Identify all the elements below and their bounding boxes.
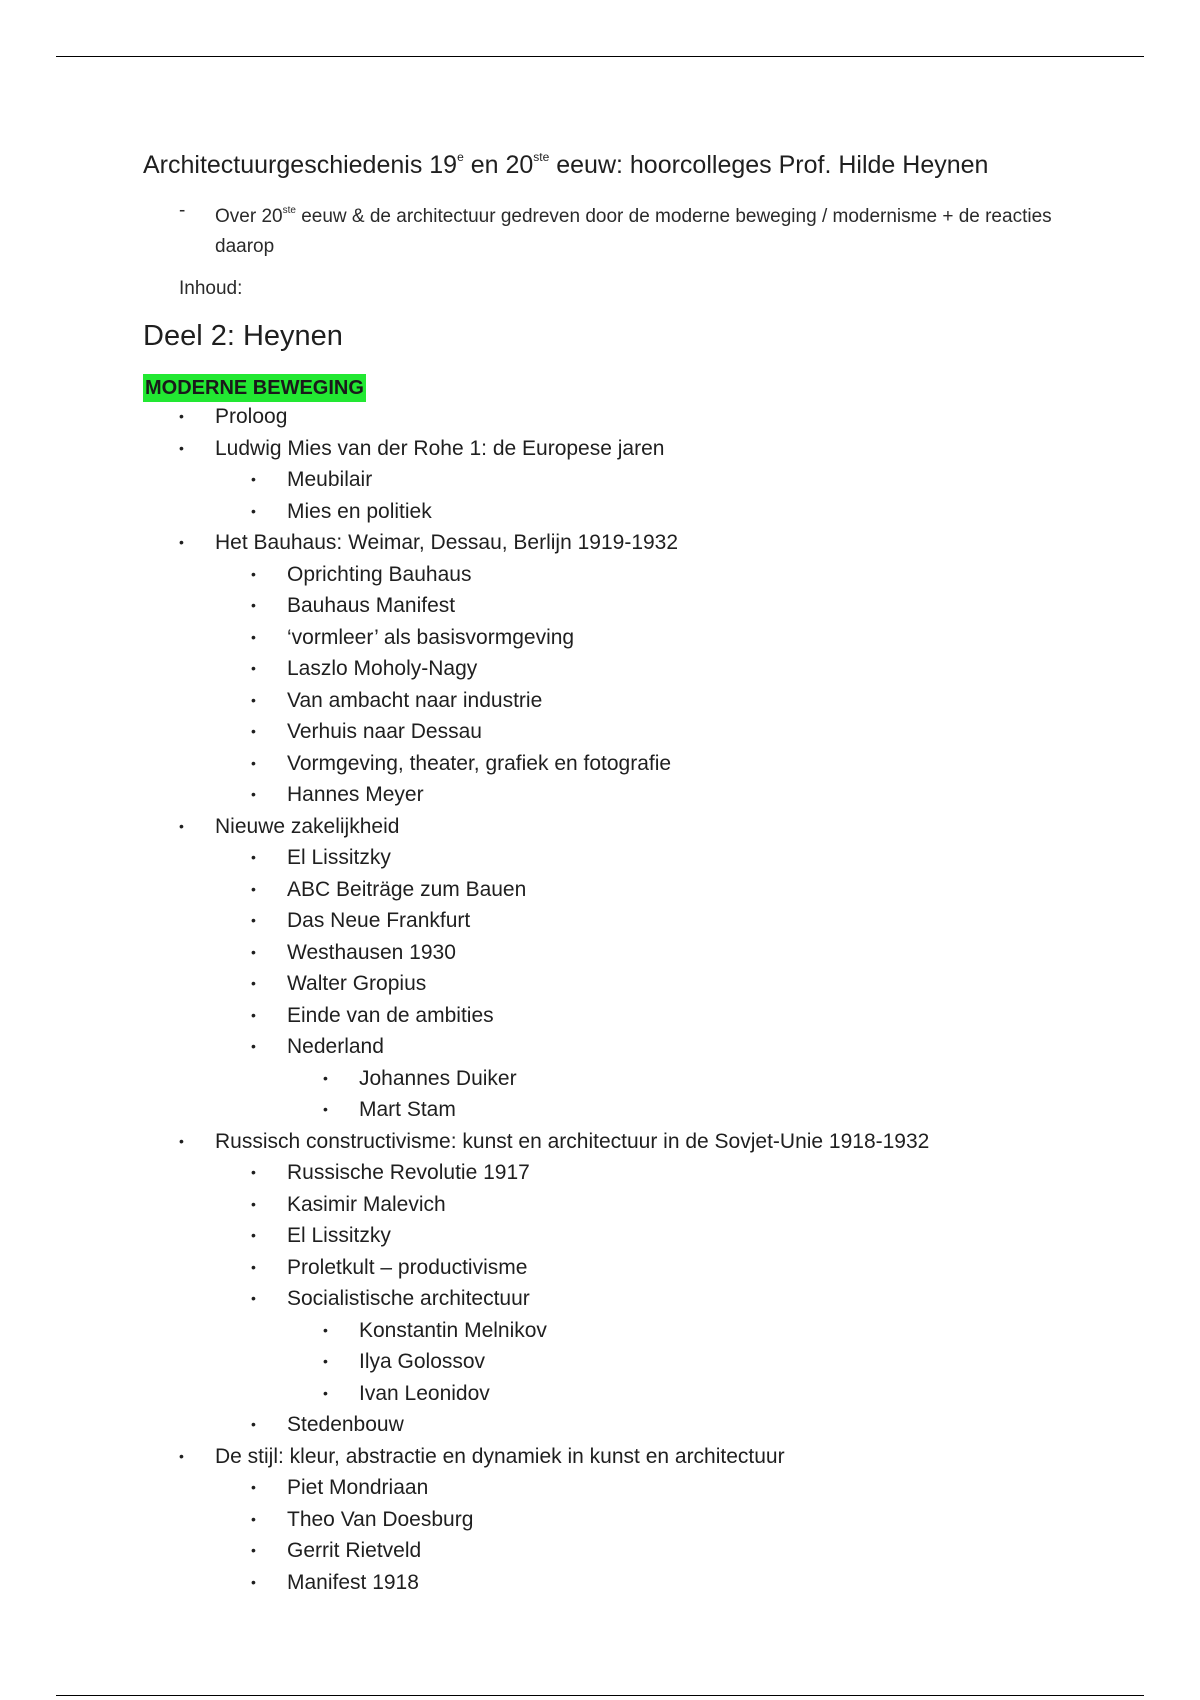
outline-item-label: Oprichting Bauhaus (287, 562, 472, 586)
outline-item-level-1 (143, 1127, 1083, 1442)
bullet-icon: • (251, 723, 256, 739)
document-body (143, 140, 1083, 1599)
bullet-icon: • (251, 943, 256, 960)
outline-item-level-2 (143, 686, 1083, 718)
outline-item-label: Proletkult – productivisme (287, 1255, 528, 1279)
outline-item-label: Gerrit Rietveld (287, 1539, 422, 1562)
outline-item-level-2 (143, 1505, 1083, 1537)
outline-item-level-2 (143, 560, 1083, 592)
outline-item-level-2 (143, 938, 1083, 970)
outline-item-label: El Lissitzky (287, 846, 391, 869)
outline-item-level-2 (143, 465, 1083, 497)
outline-item-label: Westhausen 1930 (287, 940, 456, 964)
outline-item-label: Nederland (287, 1035, 384, 1058)
bullet-icon: • (179, 1447, 184, 1464)
bottom-rule (56, 1695, 1144, 1696)
outline-item-level-2 (143, 1001, 1083, 1033)
bullet-icon: • (323, 1321, 328, 1338)
document-title: Architectuurgeschiedenis 19e en 20ste eeuw: hoorcolleges Prof. Hilde Heynen (143, 150, 989, 179)
outline-item-label: Stedenbouw (287, 1413, 404, 1436)
outline-item-label: Theo Van Doesburg (287, 1507, 474, 1531)
intro-note (179, 196, 1083, 262)
bullet-icon: • (251, 1542, 256, 1558)
bullet-icon: • (251, 1006, 256, 1023)
bullet-icon: • (251, 691, 256, 708)
bullet-icon: • (251, 1510, 256, 1527)
outline-item-label: Mart Stam (359, 1098, 456, 1121)
outline-item-level-3 (143, 1095, 1083, 1127)
top-rule (56, 56, 1144, 57)
outline-item-level-2 (143, 654, 1083, 686)
note-dash: - (179, 200, 186, 221)
sub-outline (143, 1064, 1083, 1127)
outline-item-level-2 (143, 906, 1083, 938)
outline-item-label: Socialistische architectuur (287, 1287, 530, 1310)
sub-outline (143, 1158, 1083, 1442)
outline-item-label: De stijl: kleur, abstractie en dynamiek in kunst en architectuur (215, 1444, 785, 1468)
outline-item-label: Johannes Duiker (359, 1066, 517, 1090)
bullet-icon: • (251, 1479, 256, 1495)
outline-item-label: Russische Revolutie 1917 (287, 1161, 530, 1184)
outline-item-label: Kasimir Malevich (287, 1192, 446, 1216)
bullet-icon: • (179, 1132, 184, 1149)
bullet-icon: • (251, 912, 256, 928)
bullet-icon: • (179, 408, 184, 424)
bullet-icon: • (251, 1573, 256, 1590)
bullet-icon: • (251, 786, 256, 802)
outline-item-level-2 (143, 749, 1083, 781)
part-title: Deel 2: Heynen (143, 320, 343, 352)
sub-outline (143, 843, 1083, 1127)
sub-outline (143, 1316, 1083, 1411)
outline-item-label: Verhuis naar Dessau (287, 720, 482, 743)
bullet-icon: • (251, 565, 256, 582)
outline-item-label: Bauhaus Manifest (287, 594, 456, 617)
outline-item-label: Proloog (215, 405, 288, 428)
bullet-icon: • (251, 849, 256, 865)
bullet-icon: • (251, 1227, 256, 1243)
bullet-icon: • (251, 502, 256, 519)
bullet-icon: • (323, 1384, 328, 1401)
outline-item-level-1 (143, 528, 1083, 812)
outline-item-label: ABC Beiträge zum Bauen (287, 877, 527, 901)
bullet-icon: • (251, 1164, 256, 1180)
outline-item-level-2 (143, 1410, 1083, 1442)
outline-item-level-2 (143, 591, 1083, 623)
outline-item-level-3 (143, 1347, 1083, 1379)
section-heading: MODERNE BEWEGING (143, 374, 366, 402)
bullet-icon: • (251, 880, 256, 897)
outline-item-label: Laszlo Moholy-Nagy (287, 657, 478, 680)
outline-item-level-3 (143, 1064, 1083, 1096)
outline-item-label: El Lissitzky (287, 1224, 391, 1247)
bullet-icon: • (251, 471, 256, 487)
outline-item-level-2 (143, 875, 1083, 907)
outline-item-level-2 (143, 1158, 1083, 1190)
outline-item-level-2 (143, 969, 1083, 1001)
outline-item-level-2 (143, 1190, 1083, 1222)
outline-item-level-2 (143, 843, 1083, 875)
outline-item-level-2 (143, 497, 1083, 529)
outline-item-label: Einde van de ambities (287, 1003, 494, 1027)
outline-item-label: Vormgeving, theater, grafiek en fotografie (287, 751, 672, 775)
bullet-icon: • (251, 597, 256, 613)
outline-item-level-2 (143, 1536, 1083, 1568)
outline-item-level-2 (143, 623, 1083, 655)
note-text: Over 20ste eeuw & de architectuur gedreven door de moderne beweging / modernisme + de reacties daarop (215, 205, 1052, 257)
sub-outline (143, 465, 1083, 528)
bullet-icon: • (323, 1353, 328, 1369)
outline-item-level-3 (143, 1316, 1083, 1348)
bullet-icon: • (251, 628, 256, 645)
outline-item-level-2 (143, 717, 1083, 749)
outline-item-label: Walter Gropius (287, 972, 427, 995)
bullet-icon: • (251, 1195, 256, 1212)
outline-item-label: ‘vormleer’ als basisvormgeving (287, 625, 575, 649)
outline-item-label: Manifest 1918 (287, 1570, 419, 1594)
outline-item-label: Ilya Golossov (359, 1350, 486, 1373)
outline-item-level-2 (143, 1473, 1083, 1505)
bullet-icon: • (323, 1069, 328, 1086)
outline-item-label: Nieuwe zakelijkheid (215, 814, 400, 838)
outline-item-level-2 (143, 1032, 1083, 1127)
outline-item-label: Ivan Leonidov (359, 1381, 490, 1405)
outline-item-label: Russisch constructivisme: kunst en architectuur in de Sovjet-Unie 1918-1932 (215, 1129, 930, 1153)
outline-item-label: Piet Mondriaan (287, 1476, 429, 1499)
outline-item-label: Das Neue Frankfurt (287, 909, 471, 932)
bullet-icon: • (179, 439, 184, 456)
outline-item-label: Konstantin Melnikov (359, 1318, 547, 1342)
outline-item-level-2 (143, 1568, 1083, 1600)
bullet-icon: • (251, 1258, 256, 1275)
outline-item-level-1 (143, 434, 1083, 529)
bullet-icon: • (251, 1416, 256, 1432)
outline-item-level-2 (143, 1284, 1083, 1410)
outline-item-label: Ludwig Mies van der Rohe 1: de Europese jaren (215, 436, 665, 460)
outline-item-label: Het Bauhaus: Weimar, Dessau, Berlijn 1919-1932 (215, 531, 679, 554)
outline-item-level-2 (143, 780, 1083, 812)
outline-item-level-2 (143, 1221, 1083, 1253)
outline-item-level-1 (143, 1442, 1083, 1600)
outline-item-label: Meubilair (287, 468, 373, 491)
topic-outline (143, 402, 1083, 1599)
outline-item-label: Van ambacht naar industrie (287, 688, 543, 712)
contents-label: Inhoud: (179, 278, 243, 299)
sub-outline (143, 1473, 1083, 1599)
outline-item-level-3 (143, 1379, 1083, 1411)
outline-item-level-1 (143, 402, 1083, 434)
sub-outline (143, 560, 1083, 812)
bullet-icon: • (251, 754, 256, 771)
bullet-icon: • (179, 534, 184, 550)
bullet-icon: • (179, 817, 184, 834)
bullet-icon: • (251, 660, 256, 676)
bullet-icon: • (251, 1038, 256, 1054)
outline-item-level-1 (143, 812, 1083, 1127)
outline-item-label: Mies en politiek (287, 499, 432, 523)
outline-item-label: Hannes Meyer (287, 783, 424, 806)
bullet-icon: • (251, 975, 256, 991)
outline-item-level-2 (143, 1253, 1083, 1285)
bullet-icon: • (251, 1290, 256, 1306)
bullet-icon: • (323, 1101, 328, 1117)
